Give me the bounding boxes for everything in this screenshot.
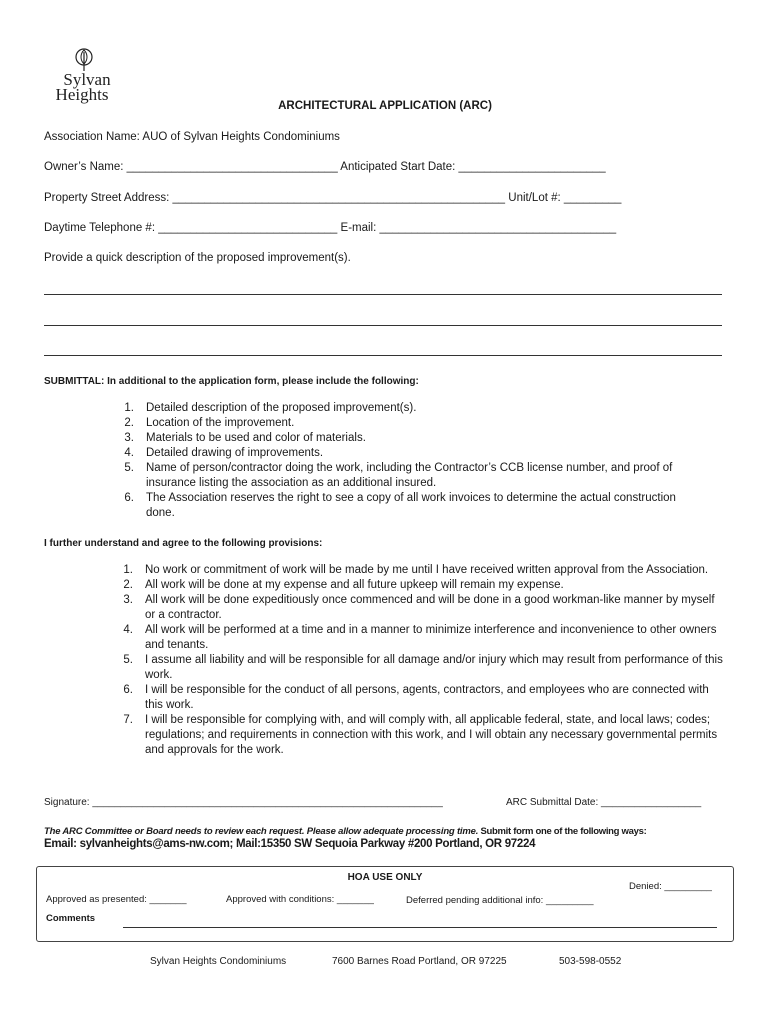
- denied-field[interactable]: _________: [664, 881, 712, 892]
- list-item: [121, 563, 725, 578]
- review-note: The ARC Committee or Board needs to review each request. Please allow adequate processing time.: [44, 826, 479, 837]
- submittal-date-row: [506, 797, 701, 808]
- list-item: [122, 401, 688, 416]
- denied-label: Denied:: [629, 881, 665, 892]
- list-item: [121, 578, 725, 593]
- list-item-text: I assume all liability and will be responsible for all damage and/or injury which may result from performance of this work.: [145, 654, 723, 681]
- footer-name: Sylvan Heights Condominiums: [150, 956, 287, 967]
- list-item-text: Name of person/contractor doing the work, including the Contractor’s CCB license number, and proof of insurance listing the association as an additional insured.: [146, 462, 673, 489]
- list-item-number: 7.: [123, 714, 133, 726]
- hoa-heading: HOA USE ONLY: [347, 872, 423, 883]
- conditions-row: [226, 894, 374, 905]
- unit-field[interactable]: _________: [563, 192, 622, 204]
- conditions-label: Approved with conditions:: [226, 894, 337, 905]
- list-item: [122, 491, 688, 521]
- email-field[interactable]: _____________________________________: [379, 222, 617, 234]
- address-row: [44, 192, 621, 204]
- list-item-text: No work or commitment of work will be made by me until I have received written approval from the Association.: [145, 564, 709, 576]
- footer-address: 7600 Barnes Road Portland, OR 97225: [332, 956, 507, 967]
- list-item-number: 3.: [123, 594, 133, 606]
- description-line-2[interactable]: [44, 325, 722, 326]
- list-item-text: I will be responsible for the conduct of all persons, agents, contractors, and employees who are connected with this work.: [145, 684, 709, 711]
- start-date-label: Anticipated Start Date:: [337, 161, 459, 173]
- logo-line-1: Sylvan: [63, 70, 111, 89]
- email-label: E-mail:: [337, 222, 380, 234]
- owner-row: [44, 161, 606, 173]
- list-item: [121, 623, 725, 653]
- deferred-field[interactable]: _________: [545, 895, 594, 906]
- provisions-list: [121, 563, 725, 758]
- approved-field[interactable]: _______: [149, 894, 187, 905]
- list-item-number: 5.: [124, 462, 134, 474]
- owner-field[interactable]: _________________________________: [126, 161, 338, 173]
- approved-label: Approved as presented:: [46, 894, 150, 905]
- list-item-number: 4.: [124, 447, 134, 459]
- submittal-date-label: ARC Submittal Date:: [506, 797, 602, 808]
- list-item-number: 1.: [124, 402, 134, 414]
- contact-line: Email: sylvanheights@ams-nw.com; Mail:15350 SW Sequoia Parkway #200 Portland, OR 97224: [44, 838, 536, 850]
- list-item: [121, 683, 725, 713]
- submittal-heading: SUBMITTAL: In additional to the application form, please include the following:: [44, 376, 419, 387]
- contact-row: [44, 222, 616, 234]
- start-date-field[interactable]: _______________________: [458, 161, 606, 173]
- list-item: [121, 713, 725, 758]
- comments-label: Comments: [46, 913, 96, 924]
- list-item: [122, 431, 688, 446]
- owner-label: Owner’s Name:: [44, 161, 127, 173]
- submittal-list: [122, 401, 688, 521]
- signature-field[interactable]: _______________________________________________________________: [92, 797, 443, 808]
- hoa-use-only-box: [36, 866, 734, 942]
- deferred-row: [406, 895, 594, 906]
- list-item-text: Materials to be used and color of materials.: [146, 432, 366, 444]
- list-item-text: All work will be performed at a time and in a manner to minimize interference and inconvenience to other owners and tenants.: [145, 624, 717, 651]
- address-field[interactable]: ____________________________________________________: [172, 192, 506, 204]
- list-item-number: 3.: [124, 432, 134, 444]
- list-item-number: 2.: [123, 579, 133, 591]
- leaf-icon: [73, 48, 95, 72]
- signature-label: Signature:: [44, 797, 93, 808]
- logo-line-2: Heights: [55, 85, 109, 104]
- address-label: Property Street Address:: [44, 192, 173, 204]
- denied-row: [629, 881, 712, 892]
- list-item-text: I will be responsible for complying with, and will comply with, all applicable federal, state, and local laws; codes; regulations; and requirements in connection with this work, and I will obtain any necessary governmental permits and approvals for the work.: [145, 714, 718, 756]
- description-line-1[interactable]: [44, 294, 722, 295]
- phone-field[interactable]: ____________________________: [158, 222, 338, 234]
- list-item-number: 6.: [123, 684, 133, 696]
- unit-label: Unit/Lot #:: [505, 192, 564, 204]
- list-item-number: 5.: [123, 654, 133, 666]
- association-name: Association Name: AUO of Sylvan Heights Condominiums: [44, 131, 340, 143]
- list-item-text: Detailed description of the proposed improvement(s).: [146, 402, 417, 414]
- list-item: [122, 461, 688, 491]
- comments-field[interactable]: [123, 927, 717, 928]
- list-item-text: The Association reserves the right to see a copy of all work invoices to determine the actual construction done.: [146, 492, 676, 519]
- page-title: ARCHITECTURAL APPLICATION (ARC): [278, 100, 492, 112]
- submit-note: Submit form one of the following ways:: [478, 826, 647, 837]
- logo: [52, 48, 116, 103]
- provisions-heading: I further understand and agree to the following provisions:: [44, 538, 323, 549]
- list-item-number: 4.: [123, 624, 133, 636]
- review-note-row: [44, 826, 646, 837]
- footer-phone: 503-598-0552: [559, 956, 622, 967]
- list-item-number: 1.: [123, 564, 133, 576]
- signature-row: [44, 797, 443, 808]
- description-prompt: Provide a quick description of the proposed improvement(s).: [44, 252, 351, 264]
- approved-row: [46, 894, 187, 905]
- list-item-number: 2.: [124, 417, 134, 429]
- list-item-number: 6.: [124, 492, 134, 504]
- list-item: [121, 653, 725, 683]
- deferred-label: Deferred pending additional info:: [406, 895, 546, 906]
- list-item-text: All work will be done expeditiously once commenced and will be done in a good workman-like manner by myself or a contractor.: [145, 594, 715, 621]
- description-line-3[interactable]: [44, 355, 722, 356]
- list-item-text: All work will be done at my expense and all future upkeep will remain my expense.: [145, 579, 564, 591]
- list-item: [122, 446, 688, 461]
- list-item-text: Location of the improvement.: [146, 417, 295, 429]
- list-item-text: Detailed drawing of improvements.: [146, 447, 324, 459]
- submittal-date-field[interactable]: __________________: [601, 797, 702, 808]
- list-item: [122, 416, 688, 431]
- list-item: [121, 593, 725, 623]
- conditions-field[interactable]: _______: [336, 894, 374, 905]
- phone-label: Daytime Telephone #:: [44, 222, 159, 234]
